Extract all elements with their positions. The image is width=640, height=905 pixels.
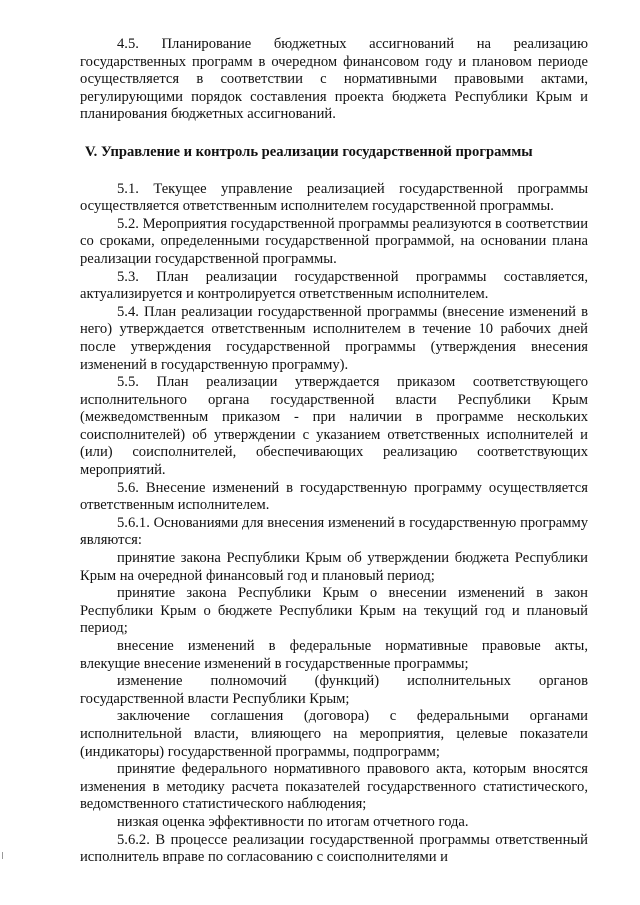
paragraph-5-6: 5.6. Внесение изменений в государственную программу осуществляется ответственным исполнителем.	[80, 479, 588, 514]
paragraph-5-6-2: 5.6.2. В процессе реализации государственной программы ответственный исполнитель вправе по согласованию с соисполнителями и	[80, 831, 588, 866]
list-item: принятие федерального нормативного правового акта, которым вносятся изменения в методику расчета показателей государственного статистического, ведомственного статистического наблюдения;	[80, 761, 588, 813]
paragraph-5-5: 5.5. План реализации утверждается приказом соответствующего исполнительного органа государственной власти Республики Крым (межведомственным приказом - при наличии в программе нескольких соисполнителей) об утверждении с указанием ответственных исполнителей и (или) соисполнителей, обеспечивающих реализацию соответствующих мероприятий.	[80, 374, 588, 479]
list-item: принятие закона Республики Крым об утверждении бюджета Республики Крым на очередной финансовый год и плановый период;	[80, 550, 588, 584]
paragraph-5-2: 5.2. Мероприятия государственной программы реализуются в соответствии со сроками, определенными государственной программой, на основании плана реализации государственной программы.	[80, 215, 588, 267]
paragraph-5-3: 5.3. План реализации государственной программы составляется, актуализируется и контролируется ответственным исполнителем.	[80, 268, 588, 303]
list-item: низкая оценка эффективности по итогам отчетного года.	[117, 813, 469, 830]
list-item: заключение соглашения (договора) с федеральными органами исполнительной власти, влияющего на мероприятия, целевые показатели (индикаторы) государственной программы, подпрограмм;	[80, 708, 588, 760]
scan-edge-mark	[2, 852, 3, 859]
section-heading: V. Управление и контроль реализации государственной программы	[85, 143, 533, 160]
list-item: внесение изменений в федеральные нормативные правовые акты, влекущие внесение изменений в государственные программы;	[80, 638, 588, 672]
document-page	[80, 36, 588, 867]
paragraph-5-6-1: 5.6.1. Основаниями для внесения изменений в государственную программу являются:	[80, 514, 588, 549]
paragraph-4-5: 4.5. Планирование бюджетных ассигнований на реализацию государственных программ в очередном финансовом году и плановом периоде осуществляется в соответствии с нормативными правовыми актами, регулирующими порядок составления проекта бюджета Республики Крым и планирования бюджетных ассигнований.	[80, 36, 588, 123]
paragraph-5-1: 5.1. Текущее управление реализацией государственной программы осуществляется ответственным исполнителем государственной программы.	[80, 180, 588, 215]
paragraph-5-4: 5.4. План реализации государственной программы (внесение изменений в него) утверждается ответственным исполнителем в течение 10 рабочих дней после утверждения государственной программы (утверждения внесения изменений в государственную программу).	[80, 303, 588, 373]
list-item: принятие закона Республики Крым о внесении изменений в закон Республики Крым о бюджете Республики Крым на текущий год и плановый период;	[80, 585, 588, 637]
list-item: изменение полномочий (функций) исполнительных органов государственной власти Республики Крым;	[80, 673, 588, 707]
